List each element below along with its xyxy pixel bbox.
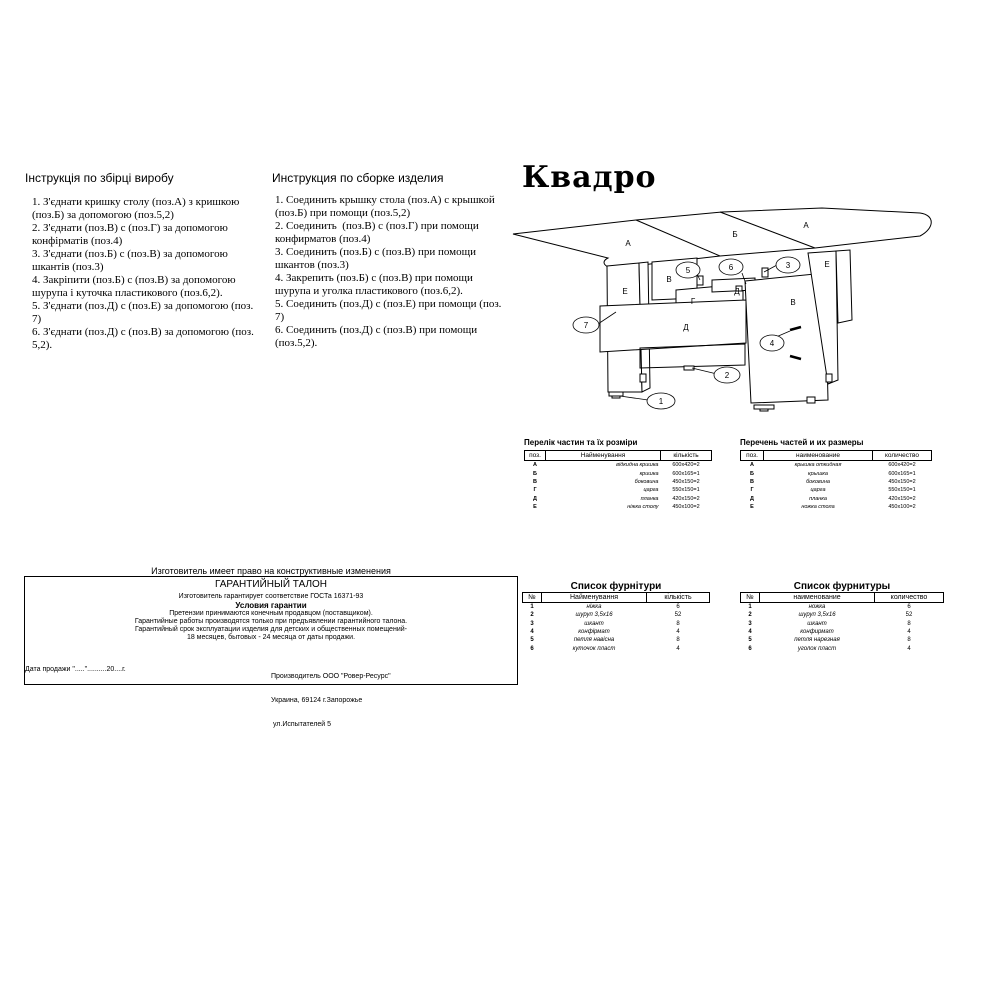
cell: 450х100=2 (672, 504, 700, 511)
cell: 8 (676, 620, 680, 627)
cell: Д (750, 495, 754, 502)
cell: кришка (639, 470, 659, 477)
ua-step-line: 4. Закріпити (поз.Б) с (поз.В) за допомогою (32, 274, 236, 286)
cell: шкант (584, 620, 604, 627)
table-row (741, 603, 944, 612)
plank-d-front (600, 300, 746, 352)
panel-label: А (803, 221, 809, 230)
ru-step-line: 3. Соединить (поз.Б) с (поз.В) при помощи (275, 246, 476, 258)
ua-step-line: 3. З'єднати (поз.Б) с (поз.В) за допомогою (32, 248, 228, 260)
cell: В (533, 478, 537, 485)
table-row (525, 486, 712, 494)
cell: 6 (676, 604, 680, 611)
table-row (741, 469, 932, 477)
cell: шуруп 3,5х16 (575, 612, 613, 619)
parts-ua-block (524, 438, 712, 511)
cell: Г (533, 487, 537, 494)
warranty-card (24, 576, 518, 728)
column-header: Найменування (542, 593, 647, 603)
table-row (523, 628, 710, 636)
assembly-diagram (505, 205, 945, 415)
cell: царга (810, 487, 826, 494)
column-header: № (523, 593, 542, 603)
furniture-ru-block (740, 581, 944, 653)
cell: відкидна кришка (616, 462, 659, 469)
column-header: поз. (741, 451, 764, 461)
table-row (525, 503, 712, 511)
cell: Б (750, 470, 754, 477)
column-header: поз. (525, 451, 546, 461)
cell: 52 (905, 612, 913, 619)
cell: 450х100=2 (888, 504, 916, 511)
warranty-line: 18 месяцев, бытовых - 24 месяца от даты продажи. (186, 634, 356, 641)
cell: 6 (907, 604, 911, 611)
cell: Е (533, 504, 537, 511)
cell: ножка стола (801, 504, 835, 511)
table-row (523, 620, 710, 628)
cell: 2 (530, 612, 534, 619)
column-header: наименование (760, 593, 875, 603)
cell: 5 (530, 637, 534, 644)
cell: 4 (748, 629, 752, 636)
cell: шкант (807, 620, 827, 627)
ua-step-line: 5,2). (32, 339, 53, 351)
parts-ru-table (740, 450, 932, 511)
warranty-line: Гарантийный срок эксплуатации изделия для детских и общественных помещений- (135, 626, 407, 633)
ru-step-line: 1. Соединить крышку стола (поз.А) с крышкой (275, 194, 495, 206)
ua-step-line: 2. З'єднати (поз.В) с (поз.Г) за допомогою (32, 222, 228, 234)
callout-label: 3 (785, 261, 791, 270)
cell: царга (643, 487, 659, 494)
cell: 4 (907, 645, 911, 652)
cell: 52 (674, 612, 682, 619)
ru-step-line: шурупа и уголка пластикового (поз.6,2). (275, 285, 463, 297)
cell: Е (750, 504, 754, 511)
cell: боковина (634, 478, 659, 485)
table-top (513, 208, 931, 268)
furniture-ua-table (522, 592, 710, 653)
ua-step-line: 5. З'єднати (поз.Д) с (поз.Е) за допомогою (поз. (32, 300, 254, 312)
ru-step-line: конфирматов (поз.4) (275, 233, 371, 245)
cell: 550х150=1 (888, 487, 916, 494)
cell: 1 (530, 604, 534, 611)
cell: боковина (806, 478, 830, 485)
cell: 450х150=2 (888, 478, 916, 485)
cell: шуруп 3,5х16 (798, 612, 836, 619)
cell: крышка (808, 470, 828, 477)
cell: петля нарезная (794, 637, 840, 644)
cell: 6 (530, 645, 534, 652)
sale-date: Дата продажи "....."..........20....г. (25, 666, 126, 673)
cell: 420х150=2 (888, 495, 916, 502)
parts-ua-table (524, 450, 712, 511)
ua-step-line: (поз.Б) за допомогою (поз.5,2) (32, 209, 174, 221)
cell: ножка (808, 604, 826, 611)
warranty-gost: Изготовитель гарантирует соответствие ГОСТа 16371-93 (178, 593, 364, 600)
cell: петля навісна (573, 637, 615, 644)
ua-step-line: шурупа і куточка пластикового (поз.6,2). (32, 287, 223, 299)
cell: 6 (748, 645, 752, 652)
callout-label: 5 (685, 266, 691, 275)
cell: куточок пласт (572, 645, 616, 652)
parts-ru-block (740, 438, 932, 511)
cell: ніжка (586, 604, 602, 611)
product-title: Квадро (522, 160, 657, 195)
callout-label: 4 (769, 339, 775, 348)
table-header-row (741, 593, 944, 603)
table-row (741, 461, 932, 470)
cell: 1 (748, 604, 752, 611)
cell: 8 (907, 620, 911, 627)
panel-label: Г (690, 297, 696, 306)
warranty-line: Гарантийные работы производятся только при предъявлении гарантийного талона. (134, 618, 408, 625)
cell: 3 (530, 620, 534, 627)
ua-step-line: конфірматів (поз.4) (32, 235, 123, 247)
table-row (741, 495, 932, 503)
warranty-line: Претензии принимаются конечным продавцом (поставщиком). (169, 610, 373, 617)
cell: 550х150=1 (672, 487, 700, 494)
callout-label: 7 (583, 321, 589, 330)
ua-step-line: 7) (32, 313, 42, 325)
cell: планка (640, 495, 659, 502)
table-row (741, 644, 944, 652)
callout-label: 1 (658, 397, 664, 406)
table-row (741, 636, 944, 644)
table-row (741, 486, 932, 494)
callout-label: 6 (728, 263, 734, 272)
cell: 4 (907, 629, 911, 636)
cell: конфірмат (578, 629, 610, 636)
cell: планка (809, 495, 827, 502)
cell: крышка откидная (794, 462, 842, 469)
manufacturer-info (271, 657, 391, 745)
ua-step-line: 1. З'єднати кришку столу (поз.А) з кришкою (32, 196, 240, 208)
table-row (741, 478, 932, 486)
table-row (525, 495, 712, 503)
cell: конфирмат (800, 629, 834, 636)
ru-instructions (275, 194, 501, 350)
table-row (741, 628, 944, 636)
column-header: наименование (764, 451, 873, 461)
cell: ніжка столу (627, 504, 659, 511)
cell: 4 (676, 629, 680, 636)
furniture-ru-table (740, 592, 944, 653)
table-row (523, 644, 710, 652)
column-header: количество (873, 451, 932, 461)
column-header: № (741, 593, 760, 603)
cell: 8 (907, 637, 911, 644)
cell: 600х165=1 (672, 470, 700, 477)
cell: 4 (676, 645, 680, 652)
ru-step-line: шкантов (поз.3) (275, 259, 349, 271)
table-row (523, 611, 710, 619)
callout-label: 2 (724, 371, 730, 380)
cell: А (533, 462, 537, 469)
table-header-row (741, 451, 932, 461)
panel-label: А (625, 239, 631, 248)
cell: Б (533, 470, 537, 477)
ru-instructions-heading: Инструкция по сборке изделия (272, 171, 444, 185)
manufacturer-line: Украина, 69124 г.Запорожье (271, 697, 363, 704)
cell: 600х420=2 (888, 462, 916, 469)
ru-step-line: 5. Соединить (поз.Д) с (поз.Е) при помощи (поз. (275, 298, 502, 310)
table-row (525, 478, 712, 486)
ua-step-line: шкантів (поз.3) (32, 261, 104, 273)
warranty-title: ГАРАНТИЙНЫЙ ТАЛОН (214, 579, 328, 590)
column-header: Найменування (546, 451, 661, 461)
ru-step-line: 6. Соединить (поз.Д) с (поз.В) при помощи (275, 324, 478, 336)
panel-label: Б (732, 230, 738, 239)
cell: Г (750, 487, 754, 494)
table-row (523, 603, 710, 612)
ua-step-line: 6. З'єднати (поз.Д) с (поз.В) за допомогою (поз. (32, 326, 254, 338)
panel-label: В (790, 298, 796, 307)
ru-step-line: 7) (275, 311, 285, 323)
cell: 600х165=1 (888, 470, 916, 477)
ru-step-line: 2. Соединить (поз.В) с (поз.Г) при помощи (275, 220, 479, 232)
cell: 450х150=2 (672, 478, 700, 485)
parts-ua-caption: Перелік частин та їх розміри (524, 438, 638, 447)
table-row (741, 611, 944, 619)
column-header: кількість (647, 593, 710, 603)
column-header: количество (875, 593, 944, 603)
cell: 600х420=2 (672, 462, 700, 469)
manufacturer-line: Производитель ООО "Ровер-Ресурс" (271, 673, 391, 680)
table-row (523, 636, 710, 644)
ua-instructions-heading: Інструкція по збірці виробу (25, 171, 174, 185)
panel-label: Е (824, 260, 830, 269)
cell: 2 (748, 612, 752, 619)
cell: 8 (676, 637, 680, 644)
cell: Д (533, 495, 537, 502)
panel-label: Д (734, 287, 740, 296)
panel-label: Д (683, 323, 689, 332)
cell: А (750, 462, 754, 469)
panel-label: В (666, 275, 672, 284)
warranty-conditions-title: Условия гарантии (235, 601, 307, 610)
parts-ru-caption: Перечень частей и их размеры (740, 438, 864, 447)
manufacturer-line: ул.Испытателей 5 (271, 721, 332, 728)
furniture-ua-block (522, 581, 710, 653)
cell: 3 (748, 620, 752, 627)
furniture-ua-caption: Список фурнітури (570, 581, 662, 592)
column-header: кількість (661, 451, 712, 461)
table-row (741, 503, 932, 511)
ru-step-line: (поз.Б) при помощи (поз.5,2) (275, 207, 411, 219)
ru-step-line: (поз.5,2). (275, 337, 318, 349)
cell: 5 (748, 637, 752, 644)
cell: 420х150=2 (672, 495, 700, 502)
cell: 4 (530, 629, 534, 636)
ru-step-line: 4. Закрепить (поз.Б) с (поз.В) при помощи (275, 272, 473, 284)
cell: В (750, 478, 754, 485)
table-row (525, 469, 712, 477)
panel-label: Е (622, 287, 628, 296)
table-row (741, 620, 944, 628)
table-header-row (523, 593, 710, 603)
furniture-ru-caption: Список фурнитуры (793, 581, 891, 592)
table-header-row (525, 451, 712, 461)
table-row (525, 461, 712, 470)
ua-instructions (32, 196, 254, 352)
cell: уголок пласт (797, 645, 837, 652)
manufacturer-notice: Изготовитель имеет право на конструктивные изменения (151, 566, 391, 576)
